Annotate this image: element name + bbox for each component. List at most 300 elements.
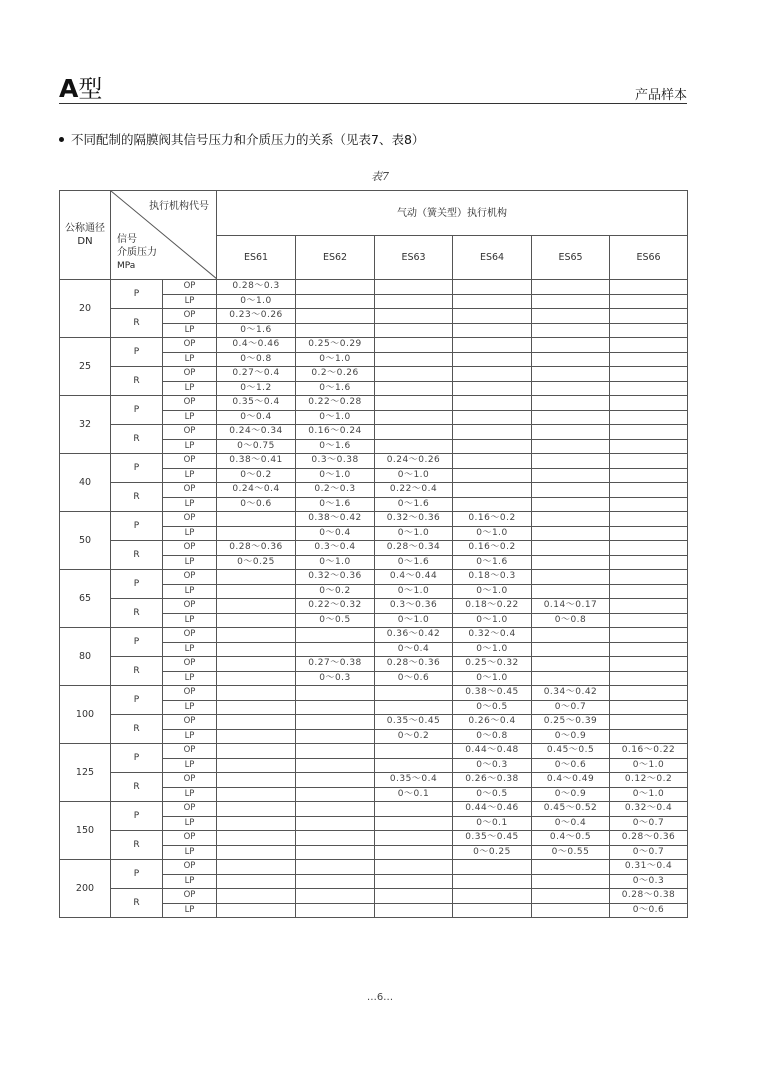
value-cell (453, 483, 532, 498)
value-cell: 0.12～0.2 (610, 773, 688, 788)
value-cell: 0～1.6 (296, 497, 375, 512)
value-cell: 0.18～0.3 (453, 570, 532, 585)
value-cell (217, 613, 296, 628)
table-row (60, 657, 688, 672)
value-cell (610, 294, 688, 309)
value-cell (610, 410, 688, 425)
value-cell (610, 323, 688, 338)
state-cell: OP (163, 657, 217, 672)
value-cell (453, 860, 532, 875)
value-cell (217, 628, 296, 643)
value-cell: 0～0.25 (453, 845, 532, 860)
state-cell: OP (163, 541, 217, 556)
state-cell: LP (163, 497, 217, 512)
value-cell (375, 280, 453, 295)
state-cell: LP (163, 468, 217, 483)
dn-cell: 80 (60, 628, 111, 686)
value-cell: 0～0.2 (296, 584, 375, 599)
value-cell: 0.32～0.4 (453, 628, 532, 643)
value-cell: 0～1.6 (375, 555, 453, 570)
state-cell: LP (163, 903, 217, 918)
value-cell: 0～1.0 (375, 584, 453, 599)
value-cell (532, 381, 610, 396)
value-cell (610, 715, 688, 730)
value-cell: 0.44～0.46 (453, 802, 532, 817)
value-cell: 0.4～0.46 (217, 338, 296, 353)
value-cell: 0.28～0.36 (610, 831, 688, 846)
state-cell: LP (163, 874, 217, 889)
value-cell (296, 787, 375, 802)
value-cell (610, 512, 688, 527)
value-cell (453, 338, 532, 353)
config-cell: P (111, 512, 163, 541)
value-cell (375, 874, 453, 889)
corner-header (111, 191, 217, 280)
dn-cell: 25 (60, 338, 111, 396)
column-header-es61: ES61 (217, 236, 296, 280)
value-cell: 0.35～0.45 (375, 715, 453, 730)
value-cell (610, 396, 688, 411)
value-cell (296, 280, 375, 295)
value-cell (217, 787, 296, 802)
state-cell: OP (163, 512, 217, 527)
value-cell (375, 744, 453, 759)
value-cell (375, 396, 453, 411)
value-cell (532, 642, 610, 657)
value-cell: 0～1.6 (296, 381, 375, 396)
state-cell: OP (163, 338, 217, 353)
value-cell (296, 831, 375, 846)
value-cell (217, 700, 296, 715)
table-row (60, 889, 688, 904)
value-cell: 0～0.8 (217, 352, 296, 367)
value-cell (453, 352, 532, 367)
value-cell: 0～1.0 (453, 526, 532, 541)
value-cell (217, 816, 296, 831)
state-cell: LP (163, 671, 217, 686)
value-cell (532, 889, 610, 904)
config-cell: P (111, 744, 163, 773)
value-cell: 0～0.4 (217, 410, 296, 425)
value-cell: 0～0.6 (610, 903, 688, 918)
value-cell: 0.27～0.38 (296, 657, 375, 672)
config-cell: R (111, 773, 163, 802)
config-cell: P (111, 686, 163, 715)
table-row (60, 715, 688, 730)
state-cell: LP (163, 729, 217, 744)
state-cell: LP (163, 323, 217, 338)
value-cell (532, 657, 610, 672)
value-cell: 0～1.0 (296, 410, 375, 425)
value-cell (532, 396, 610, 411)
value-cell: 0～0.6 (532, 758, 610, 773)
state-cell: LP (163, 584, 217, 599)
value-cell: 0～0.8 (532, 613, 610, 628)
value-cell: 0～0.5 (296, 613, 375, 628)
value-cell (610, 555, 688, 570)
value-cell: 0.27～0.4 (217, 367, 296, 382)
value-cell: 0～0.9 (532, 787, 610, 802)
value-cell: 0～1.0 (217, 294, 296, 309)
value-cell (610, 425, 688, 440)
value-cell (375, 381, 453, 396)
value-cell: 0.24～0.34 (217, 425, 296, 440)
value-cell (610, 599, 688, 614)
value-cell (453, 468, 532, 483)
state-cell: OP (163, 425, 217, 440)
value-cell: 0～1.0 (375, 526, 453, 541)
value-cell (375, 367, 453, 382)
value-cell: 0～0.3 (453, 758, 532, 773)
page-number: …6… (366, 992, 394, 1003)
value-cell (532, 628, 610, 643)
value-cell (532, 280, 610, 295)
value-cell: 0.4～0.49 (532, 773, 610, 788)
value-cell (296, 294, 375, 309)
state-cell: LP (163, 410, 217, 425)
value-cell: 0～1.0 (453, 671, 532, 686)
value-cell: 0～0.2 (375, 729, 453, 744)
value-cell: 0～0.4 (375, 642, 453, 657)
value-cell: 0～1.0 (453, 613, 532, 628)
value-cell: 0.25～0.39 (532, 715, 610, 730)
value-cell (610, 642, 688, 657)
config-cell: P (111, 628, 163, 657)
value-cell: 0.32～0.36 (296, 570, 375, 585)
value-cell (610, 584, 688, 599)
value-cell (217, 715, 296, 730)
value-cell: 0.25～0.29 (296, 338, 375, 353)
value-cell (532, 294, 610, 309)
section-heading-text: 不同配制的隔膜阀其信号压力和介质压力的关系（见表7、表8） (71, 132, 425, 147)
value-cell: 0～0.1 (453, 816, 532, 831)
value-cell: 0.28～0.36 (375, 657, 453, 672)
value-cell: 0.26～0.4 (453, 715, 532, 730)
actuator-code-label: 执行机构代号 (149, 201, 209, 212)
table-row (60, 744, 688, 759)
value-cell (217, 903, 296, 918)
dn-cell: 100 (60, 686, 111, 744)
value-cell: 0.22～0.4 (375, 483, 453, 498)
state-cell: LP (163, 816, 217, 831)
value-cell: 0～1.6 (217, 323, 296, 338)
value-cell (610, 309, 688, 324)
value-cell (532, 352, 610, 367)
value-cell (610, 613, 688, 628)
value-cell (532, 584, 610, 599)
table-row (60, 860, 688, 875)
value-cell: 0.22～0.28 (296, 396, 375, 411)
dn-cell: 65 (60, 570, 111, 628)
value-cell: 0.16～0.22 (610, 744, 688, 759)
state-cell: OP (163, 599, 217, 614)
value-cell (453, 396, 532, 411)
value-cell: 0.14～0.17 (532, 599, 610, 614)
value-cell (375, 352, 453, 367)
value-cell (296, 686, 375, 701)
table-row (60, 483, 688, 498)
brand-suffix: 型 (78, 75, 103, 103)
state-cell: OP (163, 860, 217, 875)
config-cell: R (111, 425, 163, 454)
state-cell: LP (163, 700, 217, 715)
table-row (60, 599, 688, 614)
value-cell (217, 845, 296, 860)
value-cell (610, 526, 688, 541)
table-row (60, 686, 688, 701)
value-cell: 0～0.7 (610, 816, 688, 831)
config-cell: R (111, 599, 163, 628)
value-cell (610, 686, 688, 701)
value-cell (217, 831, 296, 846)
value-cell (610, 570, 688, 585)
value-cell (532, 338, 610, 353)
value-cell (610, 338, 688, 353)
table-row (60, 802, 688, 817)
value-cell: 0.3～0.36 (375, 599, 453, 614)
dn-cell: 32 (60, 396, 111, 454)
value-cell: 0.18～0.22 (453, 599, 532, 614)
value-cell (453, 280, 532, 295)
value-cell (296, 816, 375, 831)
value-cell (296, 903, 375, 918)
value-cell (453, 367, 532, 382)
table-body (60, 280, 688, 918)
value-cell: 0～0.4 (532, 816, 610, 831)
config-cell: R (111, 831, 163, 860)
value-cell: 0～0.5 (453, 787, 532, 802)
dn-cell: 20 (60, 280, 111, 338)
value-cell (217, 773, 296, 788)
value-cell (375, 700, 453, 715)
state-cell: LP (163, 352, 217, 367)
value-cell (217, 526, 296, 541)
config-cell: R (111, 483, 163, 512)
value-cell: 0.32～0.4 (610, 802, 688, 817)
state-cell: LP (163, 845, 217, 860)
value-cell (532, 903, 610, 918)
pressure-table-wrap (59, 190, 688, 918)
value-cell (453, 381, 532, 396)
value-cell: 0～1.0 (375, 468, 453, 483)
value-cell (217, 860, 296, 875)
value-cell: 0～1.2 (217, 381, 296, 396)
value-cell: 0.36～0.42 (375, 628, 453, 643)
value-cell: 0.34～0.42 (532, 686, 610, 701)
value-cell: 0.16～0.2 (453, 512, 532, 527)
value-cell (532, 454, 610, 469)
value-cell (610, 497, 688, 512)
value-cell: 0.28～0.3 (217, 280, 296, 295)
table-row (60, 338, 688, 353)
table-row (60, 309, 688, 324)
value-cell: 0.3～0.4 (296, 541, 375, 556)
value-cell (610, 439, 688, 454)
value-cell (217, 758, 296, 773)
value-cell (296, 729, 375, 744)
dn-cell: 200 (60, 860, 111, 918)
config-cell: R (111, 715, 163, 744)
config-cell: P (111, 396, 163, 425)
column-header-es65: ES65 (532, 236, 610, 280)
value-cell (296, 715, 375, 730)
value-cell: 0.22～0.32 (296, 599, 375, 614)
value-cell: 0.35～0.45 (453, 831, 532, 846)
value-cell (532, 671, 610, 686)
value-cell (532, 323, 610, 338)
value-cell (610, 280, 688, 295)
value-cell (217, 599, 296, 614)
section-heading (59, 130, 424, 148)
value-cell (453, 874, 532, 889)
brand-letter: A (59, 74, 79, 103)
value-cell: 0～0.55 (532, 845, 610, 860)
value-cell: 0～1.0 (610, 758, 688, 773)
value-cell: 0.28～0.34 (375, 541, 453, 556)
state-cell: LP (163, 642, 217, 657)
value-cell: 0.4～0.5 (532, 831, 610, 846)
value-cell (296, 773, 375, 788)
value-cell (610, 657, 688, 672)
value-cell (296, 758, 375, 773)
value-cell (532, 874, 610, 889)
value-cell: 0～0.6 (217, 497, 296, 512)
value-cell (296, 889, 375, 904)
actuator-group-header: 气动（簧关型）执行机构 (217, 191, 688, 236)
state-cell: LP (163, 294, 217, 309)
value-cell: 0～0.25 (217, 555, 296, 570)
dn-header: 公称通径 DN (60, 191, 111, 280)
value-cell: 0～1.0 (375, 613, 453, 628)
value-cell (296, 323, 375, 338)
value-cell (453, 903, 532, 918)
value-cell: 0～1.0 (296, 468, 375, 483)
value-cell (217, 584, 296, 599)
value-cell (375, 338, 453, 353)
value-cell: 0～0.5 (453, 700, 532, 715)
value-cell (532, 570, 610, 585)
value-cell: 0～0.7 (532, 700, 610, 715)
value-cell (375, 439, 453, 454)
table-row (60, 628, 688, 643)
value-cell: 0～1.6 (453, 555, 532, 570)
value-cell: 0～0.3 (610, 874, 688, 889)
config-cell: P (111, 570, 163, 599)
value-cell: 0～1.0 (453, 584, 532, 599)
value-cell: 0.23～0.26 (217, 309, 296, 324)
value-cell (532, 541, 610, 556)
value-cell: 0.38～0.41 (217, 454, 296, 469)
table-row (60, 454, 688, 469)
value-cell (453, 454, 532, 469)
value-cell: 0.16～0.2 (453, 541, 532, 556)
value-cell (296, 860, 375, 875)
value-cell (453, 410, 532, 425)
value-cell (532, 526, 610, 541)
state-cell: OP (163, 570, 217, 585)
value-cell: 0.32～0.36 (375, 512, 453, 527)
value-cell: 0～0.9 (532, 729, 610, 744)
state-cell: OP (163, 744, 217, 759)
column-header-es63: ES63 (375, 236, 453, 280)
table-row (60, 280, 688, 295)
state-cell: LP (163, 526, 217, 541)
value-cell: 0～1.0 (610, 787, 688, 802)
value-cell (375, 802, 453, 817)
value-cell (296, 802, 375, 817)
value-cell (453, 439, 532, 454)
column-header-es64: ES64 (453, 236, 532, 280)
value-cell: 0.2～0.3 (296, 483, 375, 498)
value-cell (375, 816, 453, 831)
signal-medium-label: 信号 介质压力 MPa (117, 234, 157, 271)
value-cell (610, 671, 688, 686)
config-cell: P (111, 860, 163, 889)
table-caption: 表7 (371, 170, 389, 183)
table-row (60, 773, 688, 788)
config-cell: R (111, 541, 163, 570)
config-cell: R (111, 309, 163, 338)
value-cell (610, 352, 688, 367)
config-cell: P (111, 802, 163, 831)
value-cell (217, 729, 296, 744)
value-cell (532, 367, 610, 382)
value-cell: 0～0.4 (296, 526, 375, 541)
table-row (60, 425, 688, 440)
value-cell (453, 294, 532, 309)
value-cell: 0～1.6 (296, 439, 375, 454)
config-cell: P (111, 454, 163, 483)
value-cell: 0.28～0.36 (217, 541, 296, 556)
value-cell (610, 483, 688, 498)
value-cell (296, 744, 375, 759)
value-cell: 0.45～0.5 (532, 744, 610, 759)
bullet-icon (59, 137, 64, 142)
value-cell (217, 512, 296, 527)
header-divider (59, 103, 687, 104)
value-cell (217, 642, 296, 657)
state-cell: OP (163, 686, 217, 701)
value-cell (610, 468, 688, 483)
value-cell (375, 686, 453, 701)
state-cell: OP (163, 396, 217, 411)
value-cell (453, 425, 532, 440)
value-cell: 0.16～0.24 (296, 425, 375, 440)
state-cell: OP (163, 715, 217, 730)
value-cell (375, 294, 453, 309)
state-cell: LP (163, 613, 217, 628)
value-cell: 0～0.6 (375, 671, 453, 686)
config-cell: R (111, 657, 163, 686)
value-cell (532, 309, 610, 324)
state-cell: LP (163, 439, 217, 454)
table-row (60, 570, 688, 585)
value-cell (375, 425, 453, 440)
value-cell (296, 628, 375, 643)
value-cell (375, 309, 453, 324)
value-cell (375, 410, 453, 425)
value-cell (296, 845, 375, 860)
dn-cell: 150 (60, 802, 111, 860)
dn-cell: 125 (60, 744, 111, 802)
value-cell: 0.24～0.26 (375, 454, 453, 469)
value-cell (375, 323, 453, 338)
state-cell: OP (163, 831, 217, 846)
value-cell (453, 309, 532, 324)
value-cell (217, 657, 296, 672)
value-cell (453, 889, 532, 904)
state-cell: OP (163, 802, 217, 817)
